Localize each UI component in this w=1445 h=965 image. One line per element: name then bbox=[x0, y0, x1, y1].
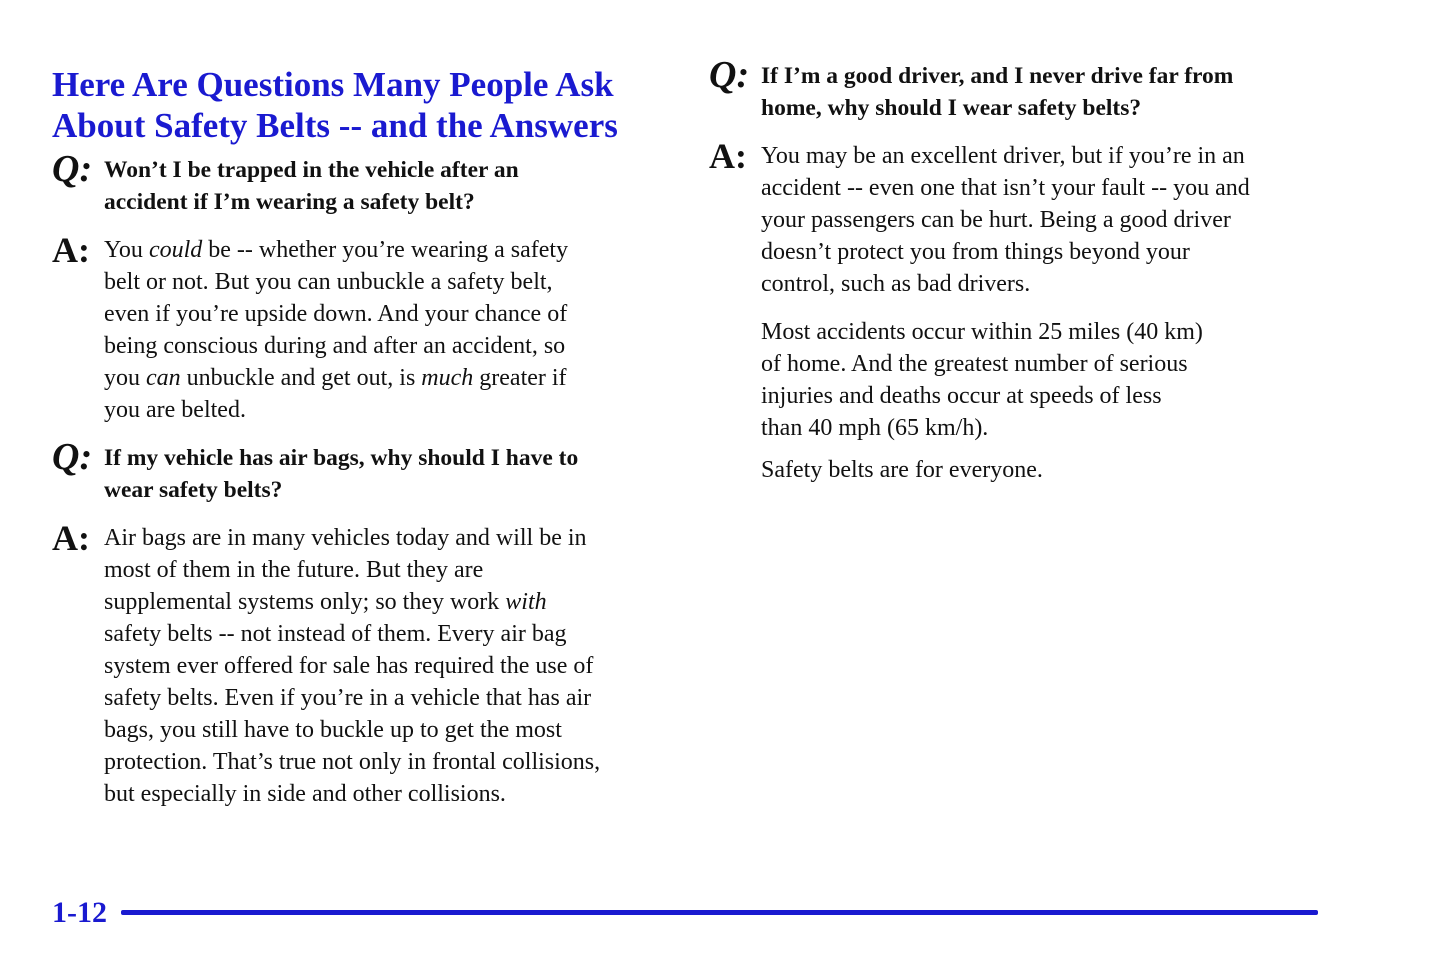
answer-marker: A: bbox=[52, 518, 90, 558]
left-column bbox=[52, 148, 672, 810]
answer-marker: A: bbox=[709, 136, 747, 176]
answer-marker: A: bbox=[52, 230, 90, 270]
answer-block bbox=[709, 136, 1349, 486]
question-marker: Q: bbox=[52, 148, 93, 190]
footer-rule bbox=[121, 910, 1318, 915]
question-text: If I’m a good driver, and I never drive far from home, why should I wear safety belts? bbox=[761, 63, 1234, 121]
right-column bbox=[709, 54, 1349, 486]
question-text: Won’t I be trapped in the vehicle after an accident if I’m wearing a safety belt? bbox=[104, 157, 519, 215]
page-title-line: Here Are Questions Many People Ask bbox=[52, 65, 614, 104]
page-number: 1-12 bbox=[52, 896, 107, 929]
answer-text: Air bags are in many vehicles today and will be in most of them in the future. But they are supplemental systems only; so they work with safety belts -- not instead of them. Every air bag system ever offered for sale has required the use of safety belts. Even if you’re in a vehicle that has air bags, you still have to buckle up to get the most protection. That’s true not only in frontal collisions, but especially in side and other collisions. bbox=[104, 525, 601, 807]
question-block bbox=[709, 54, 1349, 124]
answer-paragraph: Safety belts are for everyone. bbox=[761, 457, 1043, 483]
answer-text: You could be -- whether you’re wearing a safety belt or not. But you can unbuckle a safety belt, even if you’re upside down. And your chance of being conscious during and after an accident, so you can unbuckle and get out, is much greater if you are belted. bbox=[104, 237, 569, 423]
question-marker: Q: bbox=[52, 436, 93, 478]
question-text: If my vehicle has air bags, why should I have to wear safety belts? bbox=[104, 445, 579, 503]
page-title-line: About Safety Belts -- and the Answers bbox=[52, 106, 618, 145]
answer-block bbox=[52, 518, 672, 810]
answer-paragraph: You may be an excellent driver, but if you’re in an accident -- even one that isn’t your fault -- you and your passengers can be hurt. Being a good driver doesn’t protect you from things beyond your control, such as bad drivers. bbox=[761, 143, 1250, 297]
question-block bbox=[52, 148, 672, 218]
question-marker: Q: bbox=[709, 54, 750, 96]
question-block bbox=[52, 436, 672, 506]
answer-paragraph: Most accidents occur within 25 miles (40 km) of home. And the greatest number of serious injuries and deaths occur at speeds of less than 40 mph (65 km/h). bbox=[761, 319, 1203, 441]
answer-block bbox=[52, 230, 672, 426]
page-title bbox=[52, 64, 692, 146]
